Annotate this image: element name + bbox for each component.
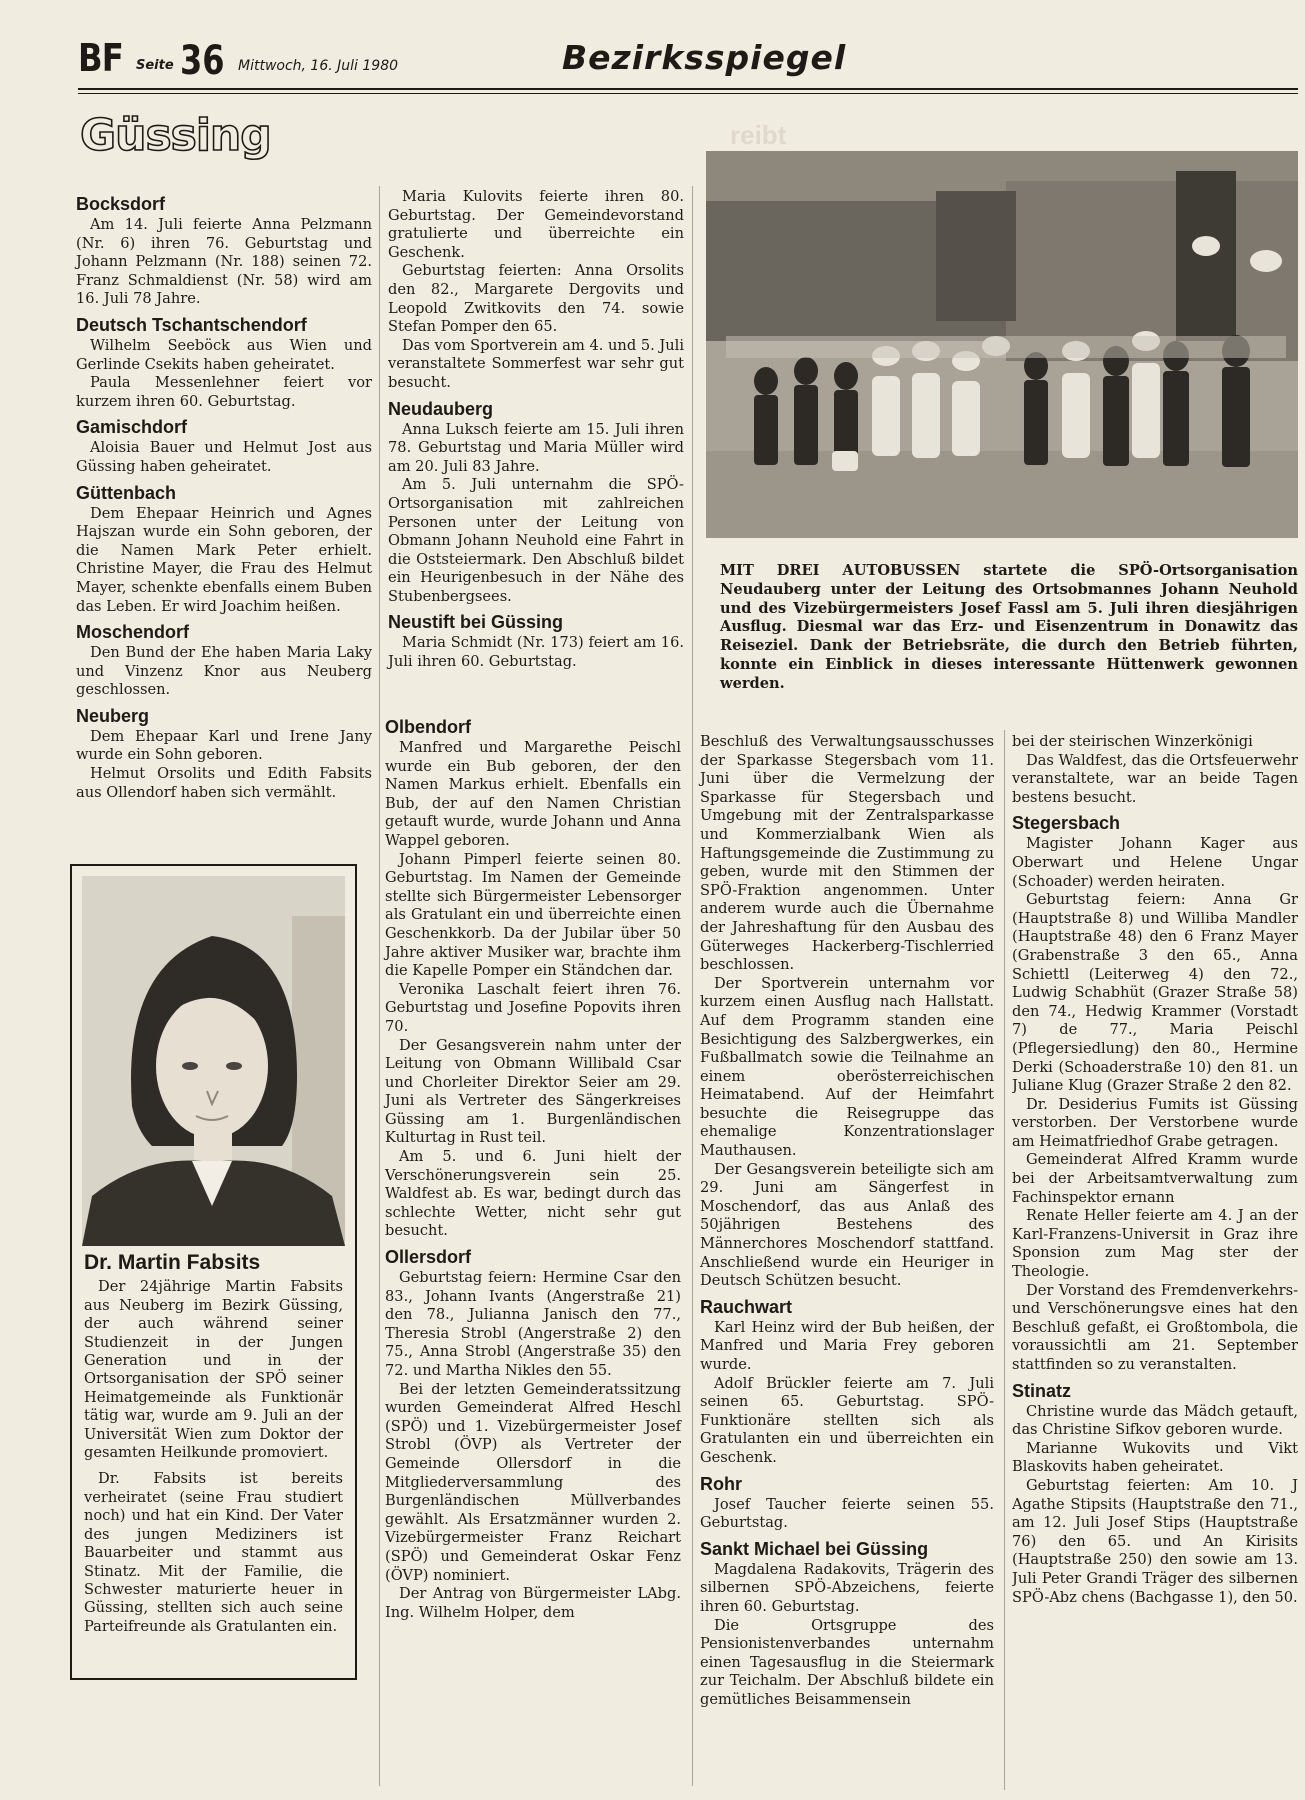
page-number: 36 <box>180 38 225 84</box>
news-paragraph: Am 5. Juli unternahm die SPÖ-Ortsorganisation mit zahlreichen Personen unter der Leitung von Obmann Johann Neuhold eine Fahrt in die Oststeiermark. Den Abschluß bildet ein Heurigenbesuch in der Nähe des Stubenbergsees. <box>388 476 684 605</box>
news-paragraph: Den Bund der Ehe haben Maria Laky und Vinzenz Knor aus Neuberg geschlossen. <box>76 644 372 699</box>
news-paragraph: Am 5. und 6. Juni hielt der Verschönerungsverein sein 25. Waldfest ab. Es war, bedingt durch das schlechte Wetter, nicht sehr gut besucht. <box>385 1148 681 1240</box>
masthead-rule-thin <box>78 93 1298 94</box>
photo-caption <box>720 562 1298 694</box>
news-paragraph: bei der steirischen Winzerkönigi <box>1012 733 1253 750</box>
locality-heading: Neuberg <box>76 705 150 726</box>
locality-heading: Stinatz <box>1012 1380 1072 1401</box>
news-paragraph: Geburtstag feiern: Hermine Csar den 83., Johann Ivants (Angerstraße 21) den 78., Julianna Janisch den 77., Theresia Strobl (Angerstraße 2) den 75., Anna Strobl (Angerstraße 35) den 72. und Martha Nikles den 55. <box>385 1269 681 1379</box>
news-paragraph: Geburtstag feierten: Anna Orsolits den 82., Margarete Dergovits und Leopold Zwitkovits den 74. sowie Stefan Pomper den 65. <box>388 262 684 336</box>
masthead-logo: BF <box>78 36 123 80</box>
news-paragraph: Maria Kulovits feierte ihren 80. Geburtstag. Der Gemeindevorstand gratulierte und überreichte ein Geschenk. <box>388 188 684 261</box>
news-paragraph: Die Ortsgruppe des Pensionistenverbandes unternahm einen Tagesausflug in die Steiermark zur Teichalm. Der Abschluß bildete ein gemütliches Beisammensein <box>700 1616 994 1708</box>
page-label: Seite <box>136 58 174 73</box>
news-paragraph: Aloisia Bauer und Helmut Jost aus Güssing haben geheiratet. <box>76 439 372 475</box>
news-paragraph: Karl Heinz wird der Bub heißen, der Manfred und Maria Frey geboren wurde. <box>700 1318 994 1373</box>
profile-name: Dr. Martin Fabsits <box>84 1251 261 1274</box>
news-paragraph: Dr. Desiderius Fumits ist Güssing verstorben. Der Verstorbene wurde am Heimatfriedhof Grabe getragen. <box>1012 1095 1298 1150</box>
bleed-through-text: reibt <box>730 120 787 150</box>
portrait-photo <box>82 876 345 1246</box>
news-paragraph: Geburtstag feiern: Anna Gr (Hauptstraße 8) und Williba Mandler (Hauptstraße 48) den 6 Franz Mayer (Grabenstraße 3 den 65., Anna Schiettl (Leiterweg 4) den 72., Ludwig Schabhüt (Grazer Straße 58) den 74., Hedwig Krammer (Vorstadt 7) de 77., Maria Peischl (Pflegersiedlung) den 80., Hermine Derki (Schoaderstraße 10) den 81. un Juliane Klug (Grazer Straße 2 den 82. <box>1012 891 1298 1095</box>
news-paragraph: Wilhelm Seeböck aus Wien und Gerlinde Csekits haben geheiratet. <box>76 336 372 373</box>
locality-heading: Gamischdorf <box>76 417 188 438</box>
news-paragraph: Paula Messenlehner feiert vor kurzem ihren 60. Geburtstag. <box>76 374 372 410</box>
news-paragraph: Christine wurde das Mädch getauft, das Christine Sifkov geboren wurde. <box>1012 1402 1298 1439</box>
news-paragraph: Der Gesangsverein nahm unter der Leitung von Obmann Willibald Csar und Chorleiter Direktor Seier am 29. Juni als Vertreter des Sängerkreises Güssing am 1. Burgenländischen Kulturtag in Rust teil. <box>385 1036 681 1147</box>
locality-heading: Moschendorf <box>76 622 190 643</box>
news-paragraph: Der Vorstand des Fremdenverkehrs- und Verschönerungsve eines hat den Beschluß gefaßt, ei Großtombola, die voraussichtli am 21. September stattfinden so zu veranstalten. <box>1012 1281 1298 1373</box>
news-paragraph: Gemeinderat Alfred Kramm wurde bei der Arbeitsamtverwaltung zum Fachinspektor ernann <box>1012 1151 1298 1206</box>
news-paragraph: Magdalena Radakovits, Trägerin des silbernen SPÖ-Abzeichens, feierte ihren 60. Geburtstag. <box>700 1560 994 1615</box>
news-paragraph: Der Antrag von Bürgermeister LAbg. Ing. Wilhelm Holper, dem <box>385 1585 681 1621</box>
column-2-top <box>388 188 684 672</box>
locality-heading: Ollersdorf <box>385 1247 472 1268</box>
caption-text: startete die SPÖ-Ortsorganisation Neudauberg unter der Leitung des Ortsobmannes Johann Neuhold und des Vizebürgermeisters Josef Fassl am 5. Juli ihren diesjährigen Ausflug. Diesmal war das Erz- und Eisenzentrum in Donawitz das Reiseziel. Dank der Betriebsräte, die durch den Betrieb führten, konnte ein Einblick in dieses interessante Hüttenwerk gewonnen werden. <box>720 562 1298 692</box>
news-paragraph: Das vom Sportverein am 4. und 5. Juli veranstaltete Sommerfest war sehr gut besucht. <box>388 336 684 391</box>
news-paragraph: Anna Luksch feierte am 15. Juli ihren 78. Geburtstag und Maria Müller wird am 20. Juli 83 Jahre. <box>388 420 684 475</box>
column-4 <box>1012 733 1298 1793</box>
locality-heading: Sankt Michael bei Güssing <box>700 1538 929 1559</box>
locality-heading: Rauchwart <box>700 1296 793 1317</box>
column-divider <box>379 186 380 1786</box>
news-paragraph: Der Sportverein unternahm vor kurzem einen Ausflug nach Hallstatt. Auf dem Programm standen eine Besichtigung des Salzbergwerkes, ein Fußballmatch sowie die Teilnahme an einem oberösterreichischen Heimatabend. Auf der Heimfahrt besuchte die Reisegruppe das ehemalige Konzentrationslager Mauthausen. <box>700 974 994 1160</box>
news-paragraph: Helmut Orsolits und Edith Fabsits aus Ollendorf haben sich vermählt. <box>76 765 372 801</box>
locality-heading: Bocksdorf <box>76 194 166 214</box>
section-title: Bezirksspiegel <box>562 38 847 77</box>
column-1 <box>76 188 372 802</box>
column-2-bottom <box>385 711 681 1622</box>
news-paragraph: Josef Taucher feierte seinen 55. Geburtstag. <box>700 1495 994 1532</box>
group-photo <box>706 151 1298 538</box>
news-paragraph: Adolf Brückler feierte am 7. Juli seinen 65. Geburtstag. SPÖ-Funktionäre stellten sich als Gratulanten ein und überreichten ein Geschenk. <box>700 1374 994 1466</box>
news-paragraph: Veronika Laschalt feiert ihren 76. Geburtstag und Josefine Popovits ihren 70. <box>385 980 681 1035</box>
locality-heading: Rohr <box>700 1473 742 1494</box>
news-paragraph: Manfred und Margarethe Peischl wurde ein Bub geboren, der den Namen Markus erhielt. Ebenfalls ein Bub, der auf den Namen Christian getauft wurde, wurde Johann und Anna Wappel geboren. <box>385 739 681 849</box>
news-paragraph: Der Gesangsverein beteiligte sich am 29. Juni am Sängerfest in Moschendorf, das aus Anlaß des 50jährigen Bestehens des Männerchores Moschendorf stattfand. Anschließend wurde ein Heuriger in Deutsch Schützen besucht. <box>700 1160 994 1290</box>
news-paragraph: Dem Ehepaar Karl und Irene Jany wurde ein Sohn geboren. <box>76 727 372 764</box>
issue-date: Mittwoch, 16. Juli 1980 <box>238 58 399 74</box>
locality-heading: Güttenbach <box>76 482 177 503</box>
news-paragraph: Marianne Wukovits und Vikt Blaskovits haben geheiratet. <box>1012 1439 1298 1476</box>
news-paragraph: Johann Pimperl feierte seinen 80. Geburtstag. Im Namen der Gemeinde stellte sich Bürgermeister Lebensorger als Gratulant ein und überreichte einen Geschenkkorb. Da der Jubilar über 50 Jahre aktiver Musiker war, brachte ihm die Kapelle Pomper ein Ständchen dar. <box>385 850 681 980</box>
masthead <box>78 36 1298 86</box>
town-heading: Güssing <box>80 110 271 161</box>
news-paragraph: Bei der letzten Gemeinderatssitzung wurden Gemeinderat Alfred Heschl (SPÖ) und 1. Vizebürgermeister Josef Strobl (ÖVP) als Vertreter der Gemeinde Ollersdorf in die Mitgliederversammlung des Burgenländischen Müllverbandes gewählt. Als Ersatzmänner wurden 2. Vizebürgermeister Franz Reichart (SPÖ) und Gemeinderat Oskar Fenz (ÖVP) nominiert. <box>385 1380 681 1584</box>
news-paragraph: Magister Johann Kager aus Oberwart und Helene Ungar (Schoader) werden heiraten. <box>1012 835 1298 890</box>
locality-heading: Neudauberg <box>388 398 494 419</box>
news-paragraph: Beschluß des Verwaltungsausschusses der Sparkasse Stegersbach vom 11. Juni über die Vermelzung der Sparkasse für Stegersbach und Umgebung mit der Zentralsparkasse und Kommerzialbank Wien als Haftungsgemeinde die Zustimmung zu geben, wurde mit den Stimmen der SPÖ-Fraktion angenommen. Unter anderem wurde auch die Übernahme der Jahreshaftung für den Ausbau des Güterweges Hackerberg-Tischlerried beschlossen. <box>700 733 994 974</box>
profile-paragraph: Der 24jährige Martin Fabsits aus Neuberg im Bezirk Güssing, der auch während seiner Studienzeit in der Jungen Generation und in der Ortsorganisation der SPÖ seiner Heimatgemeinde als Funktionär tätig war, wurde am 9. Juli an der Universität Wien zum Doktor der gesamten Heilkunde promoviert. <box>84 1278 343 1462</box>
column-divider <box>692 186 693 1786</box>
news-paragraph: Das Waldfest, das die Ortsfeuerwehr veranstaltete, war an beide Tagen bestens besucht. <box>1012 751 1298 806</box>
profile-box <box>70 864 357 1680</box>
news-paragraph: Renate Heller feierte am 4. J an der Karl-Franzens-Universit in Graz ihre Sponsion zum Mag ster der Theologie. <box>1012 1207 1298 1281</box>
locality-heading: Olbendorf <box>385 717 471 737</box>
masthead-rule <box>78 88 1298 90</box>
locality-heading: Neustift bei Güssing <box>388 612 564 633</box>
news-paragraph: Geburtstag feierten: Am 10. J Agathe Stipsits (Hauptstraße den 71., am 12. Juli Josef Stips (Hauptstraße 76) den 65. und An Kirisits (Hauptstraße 250) den sowie am 13. Juli Peter Grandi Träger des silbernen SPÖ-Abz chens (Bachgasse 1), den 50. <box>1012 1476 1298 1606</box>
locality-heading: Stegersbach <box>1012 813 1121 834</box>
profile-text <box>84 1250 343 1644</box>
news-paragraph: Maria Schmidt (Nr. 173) feiert am 16. Juli ihren 60. Geburtstag. <box>388 634 684 671</box>
profile-paragraph: Dr. Fabsits ist bereits verheiratet (seine Frau studiert noch) und hat ein Kind. Der Vater des jungen Mediziners ist Bauarbeiter und stammt aus Stinatz. Mit der Familie, die Schwester maturierte heuer in Güssing, stellten sich auch seine Parteifreunde als Gratulanten ein. <box>84 1470 343 1635</box>
caption-lead: MIT DREI AUTOBUSSEN <box>720 562 961 579</box>
news-paragraph: Am 14. Juli feierte Anna Pelzmann (Nr. 6) ihren 76. Geburtstag und Johann Pelzmann (Nr. 188) seinen 72. Franz Schmaldienst (Nr. 58) wird am 16. Juli 78 Jahre. <box>76 216 372 308</box>
column-divider <box>1004 730 1005 1790</box>
column-3 <box>700 733 994 1710</box>
news-paragraph: Dem Ehepaar Heinrich und Agnes Hajszan wurde ein Sohn geboren, der die Namen Mark Peter erhielt. Christine Mayer, die Frau des Helmut Mayer, schenkte ebenfalls einem Buben das Leben. Er wird Joachim heißen. <box>76 504 372 615</box>
locality-heading: Deutsch Tschantschendorf <box>76 314 307 335</box>
